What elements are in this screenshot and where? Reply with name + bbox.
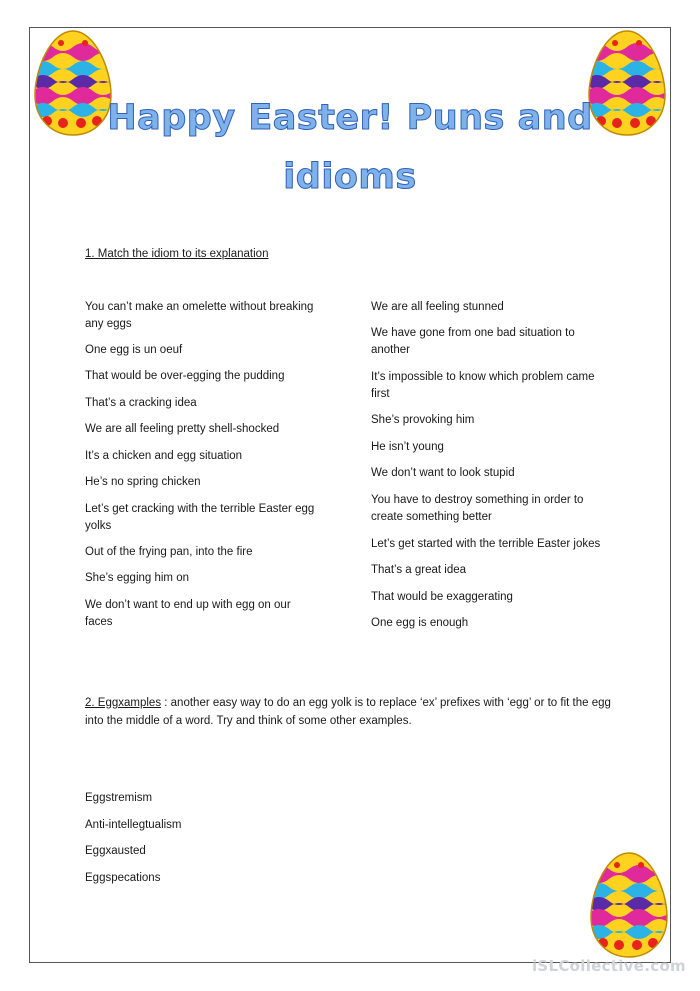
explanation-item: You have to destroy something in order to [371,494,584,506]
explanation-item: That’s a great idea [371,564,467,576]
page-title-line-2: idioms [283,157,417,197]
explanation-item-continuation: create something better [371,511,492,523]
page-title-line-1: Happy Easter! Puns and [107,98,593,138]
idiom-item-continuation: yolks [85,520,112,532]
section-2-heading: 2. Eggxamples [85,697,162,709]
section-1-heading: 1. Match the idiom to its explanation [85,248,269,260]
example-item: Eggstremism [85,792,153,804]
explanation-item: We have gone from one bad situation to [371,327,575,339]
idiom-item: It’s a chicken and egg situation [85,450,243,462]
idiom-item-continuation: any eggs [85,318,132,330]
easter-egg-graphic [589,851,669,959]
idiom-item: That would be over-egging the pudding [85,370,285,382]
idiom-item: We are all feeling pretty shell-shocked [85,423,280,435]
explanation-item: He isn’t young [371,441,444,453]
easter-egg-icon [589,851,669,959]
example-item: Eggxausted [85,845,146,857]
explanation-item: We are all feeling stunned [371,301,504,313]
idiom-item: We don’t want to end up with egg on our [85,599,291,611]
idiom-item-continuation: faces [85,616,113,628]
idiom-item: That’s a cracking idea [85,397,197,409]
explanation-item: Let’s get started with the terrible Easter jokes [371,538,601,550]
section-2-paragraph [85,694,625,730]
example-item: Eggspecations [85,872,161,884]
example-item: Anti-intellegtualism [85,819,182,831]
explanation-item: That would be exaggerating [371,591,513,603]
watermark: iSLCollective.com [531,957,686,975]
idiom-item: One egg is un oeuf [85,344,183,356]
explanation-item-continuation: first [371,388,390,400]
explanation-item: It’s impossible to know which problem came [371,371,595,383]
idiom-item: Out of the frying pan, into the fire [85,546,253,558]
idiom-item: You can’t make an omelette without breaking [85,301,314,313]
explanation-item: She’s provoking him [371,414,475,426]
idiom-item: She’s egging him on [85,572,189,584]
explanation-item: We don’t want to look stupid [371,467,515,479]
explanation-item: One egg is enough [371,617,469,629]
idiom-item: He’s no spring chicken [85,476,201,488]
idiom-item: Let’s get cracking with the terrible Easter egg [85,503,315,515]
section-2-instructions: : another easy way to do an egg yolk is to replace ‘ex’ prefixes with ‘egg’ or to fit the egg into the middle of a word. Try and think of some other examples. [85,697,611,727]
explanation-item-continuation: another [371,344,411,356]
